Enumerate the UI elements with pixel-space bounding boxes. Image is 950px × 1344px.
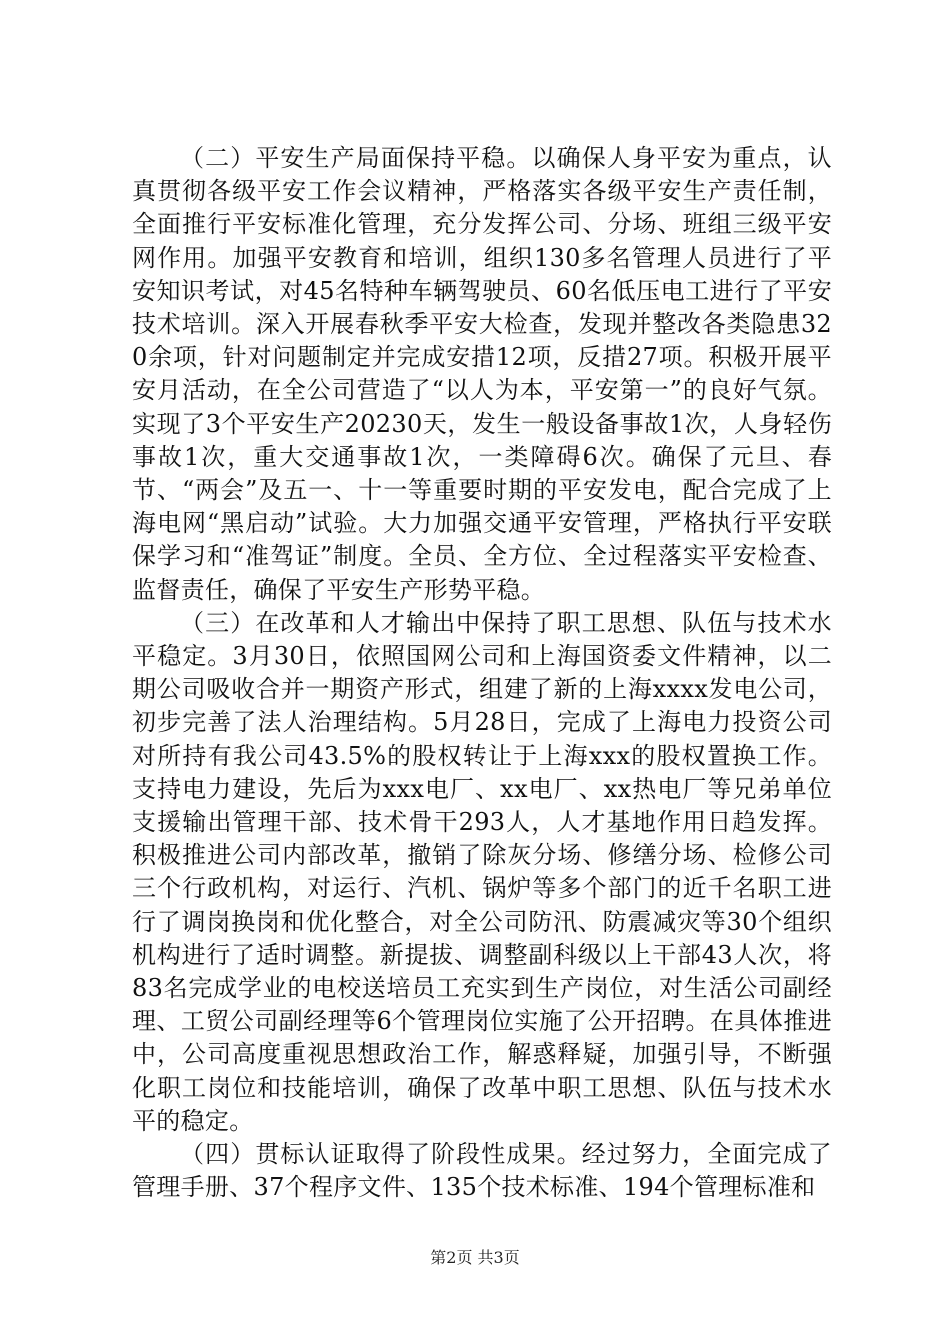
paragraph-safety: （二）平安生产局面保持平稳。以确保人身平安为重点，认真贯彻各级平安工作会议精神，严格落实各级平安生产责任制，全面推行平安标准化管理，充分发挥公司、分场、班组三级平安网作用。加强平安教育和培训，组织130多名管理人员进行了平安知识考试，对45名特种车辆驾驶员、60名低压电工进行了平安技术培训。深入开展春秋季平安大检查，发现并整改各类隐患320余项，针对问题制定并完成安措12项，反措27项。积极开展平安月活动，在全公司营造了“以人为本，平安第一”的良好气氛。实现了3个平安生产20230天，发生一般设备事故1次，人身轻伤事故1次，重大交通事故1次，一类障碍6次。确保了元旦、春节、“两会”及五一、十一等重要时期的平安发电，配合完成了上海电网“黑启动”试验。大力加强交通平安管理，严格执行平安联保学习和“准驾证”制度。全员、全方位、全过程落实平安检查、监督责任，确保了平安生产形势平稳。 — [132, 144, 832, 604]
document-body — [132, 142, 832, 1205]
paragraph-certification: （四）贯标认证取得了阶段性成果。经过努力，全面完成了管理手册、37个程序文件、135个技术标准、194个管理标准和 — [132, 1140, 832, 1202]
paragraph-reform: （三）在改革和人才输出中保持了职工思想、队伍与技术水平稳定。3月30日，依照国网公司和上海国资委文件精神，以二期公司吸收合并一期资产形式，组建了新的上海xxxx发电公司，初步完善了法人治理结构。5月28日，完成了上海电力投资公司对所持有我公司43.5%的股权转让于上海xxx的股权置换工作。支持电力建设，先后为xxx电厂、xx电厂、xx热电厂等兄弟单位支援输出管理干部、技术骨干293人，人才基地作用日趋发挥。积极推进公司内部改革，撤销了除灰分场、修缮分场、检修公司三个行政机构，对运行、汽机、锅炉等多个部门的近千名职工进行了调岗换岗和优化整合，对全公司防汛、防震减灾等30个组织机构进行了适时调整。新提拔、调整副科级以上干部43人次，将83名完成学业的电校送培员工充实到生产岗位，对生活公司副经理、工贸公司副经理等6个管理岗位实施了公开招聘。在具体推进中，公司高度重视思想政治工作，解惑释疑，加强引导，不断强化职工岗位和技能培训，确保了改革中职工思想、队伍与技术水平的稳定。 — [132, 608, 832, 1135]
page-footer: 第2页 共3页 — [430, 1248, 520, 1267]
